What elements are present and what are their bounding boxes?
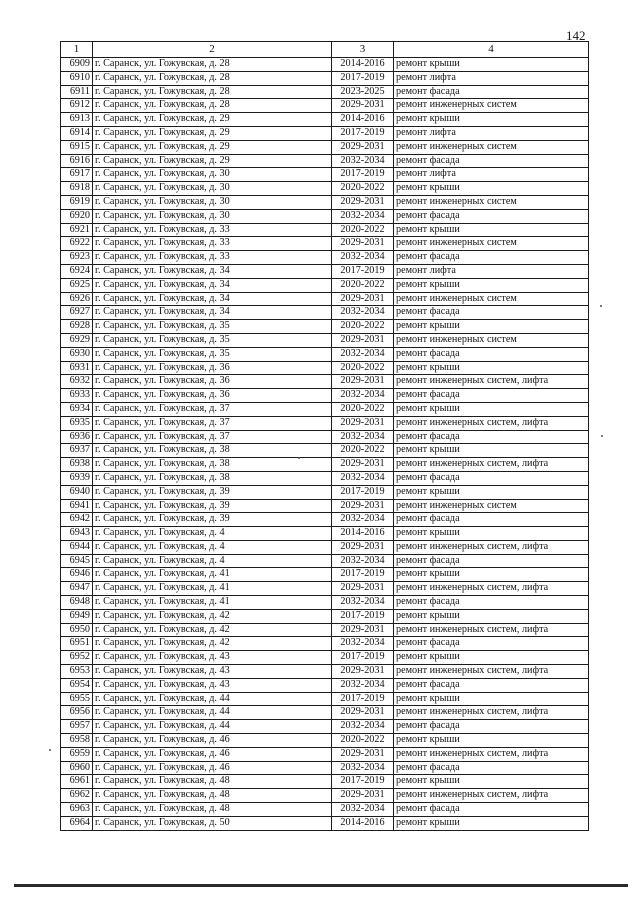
table-row [61,430,589,444]
row-number: 6931 [61,361,93,375]
row-period: 2014-2016 [332,58,394,72]
row-number: 6935 [61,416,93,430]
row-work-type: ремонт фасада [394,678,589,692]
table-row [61,306,589,320]
table-row [61,237,589,251]
header-col-2: 2 [93,42,332,58]
row-work-type: ремонт фасада [394,720,589,734]
table-row [61,402,589,416]
row-number: 6925 [61,278,93,292]
row-number: 6959 [61,747,93,761]
row-period: 2032-2034 [332,761,394,775]
row-number: 6947 [61,582,93,596]
table-row [61,264,589,278]
row-number: 6919 [61,195,93,209]
row-work-type: ремонт лифта [394,71,589,85]
table-row [61,333,589,347]
table-row [61,582,589,596]
row-period: 2032-2034 [332,389,394,403]
row-address: г. Саранск, ул. Гожувская, д. 35 [93,347,332,361]
row-work-type: ремонт фасада [394,761,589,775]
row-number: 6945 [61,554,93,568]
scan-speck [600,305,602,307]
row-period: 2032-2034 [332,637,394,651]
table-row [61,223,589,237]
row-work-type: ремонт крыши [394,692,589,706]
row-address: г. Саранск, ул. Гожувская, д. 34 [93,264,332,278]
row-work-type: ремонт фасада [394,554,589,568]
table-row [61,58,589,72]
row-period: 2032-2034 [332,596,394,610]
row-period: 2029-2031 [332,99,394,113]
row-number: 6948 [61,596,93,610]
scan-edge-rule [14,884,628,887]
row-period: 2032-2034 [332,251,394,265]
row-number: 6926 [61,292,93,306]
table-row [61,761,589,775]
row-period: 2032-2034 [332,347,394,361]
table-row [61,320,589,334]
table-row [61,126,589,140]
row-work-type: ремонт инженерных систем, лифта [394,582,589,596]
row-work-type: ремонт фасада [394,306,589,320]
row-work-type: ремонт крыши [394,651,589,665]
row-period: 2032-2034 [332,209,394,223]
row-number: 6944 [61,540,93,554]
row-number: 6912 [61,99,93,113]
row-period: 2014-2016 [332,816,394,830]
row-number: 6914 [61,126,93,140]
row-address: г. Саранск, ул. Гожувская, д. 48 [93,775,332,789]
table-row [61,527,589,541]
row-work-type: ремонт фасада [394,389,589,403]
row-period: 2014-2016 [332,113,394,127]
row-number: 6920 [61,209,93,223]
row-address: г. Саранск, ул. Гожувская, д. 43 [93,651,332,665]
row-number: 6938 [61,458,93,472]
table-row [61,706,589,720]
row-work-type: ремонт крыши [394,113,589,127]
row-work-type: ремонт фасада [394,251,589,265]
row-address: г. Саранск, ул. Гожувская, д. 43 [93,665,332,679]
row-period: 2029-2031 [332,195,394,209]
row-address: г. Саранск, ул. Гожувская, д. 42 [93,609,332,623]
register-table [60,41,589,831]
row-number: 6954 [61,678,93,692]
table-row [61,209,589,223]
table-row [61,140,589,154]
table-row [61,692,589,706]
table-row [61,292,589,306]
row-work-type: ремонт инженерных систем [394,333,589,347]
row-address: г. Саранск, ул. Гожувская, д. 37 [93,416,332,430]
row-work-type: ремонт инженерных систем, лифта [394,706,589,720]
row-number: 6957 [61,720,93,734]
header-col-4: 4 [394,42,589,58]
row-number: 6964 [61,816,93,830]
page-number: 142 [566,28,586,43]
row-address: г. Саранск, ул. Гожувская, д. 28 [93,58,332,72]
table-row [61,182,589,196]
row-number: 6929 [61,333,93,347]
row-number: 6923 [61,251,93,265]
row-address: г. Саранск, ул. Гожувская, д. 29 [93,113,332,127]
row-address: г. Саранск, ул. Гожувская, д. 39 [93,485,332,499]
table-row [61,789,589,803]
row-address: г. Саранск, ул. Гожувская, д. 37 [93,430,332,444]
row-address: г. Саранск, ул. Гожувская, д. 29 [93,126,332,140]
row-work-type: ремонт фасада [394,209,589,223]
row-work-type: ремонт инженерных систем [394,99,589,113]
row-period: 2020-2022 [332,361,394,375]
row-address: г. Саранск, ул. Гожувская, д. 28 [93,99,332,113]
row-address: г. Саранск, ул. Гожувская, д. 41 [93,568,332,582]
row-address: г. Саранск, ул. Гожувская, д. 42 [93,637,332,651]
row-period: 2029-2031 [332,333,394,347]
table-row [61,665,589,679]
table-row [61,637,589,651]
row-address: г. Саранск, ул. Гожувская, д. 30 [93,182,332,196]
row-period: 2020-2022 [332,444,394,458]
row-number: 6930 [61,347,93,361]
row-number: 6924 [61,264,93,278]
row-work-type: ремонт крыши [394,609,589,623]
row-address: г. Саранск, ул. Гожувская, д. 46 [93,747,332,761]
row-address: г. Саранск, ул. Гожувская, д. 34 [93,278,332,292]
row-address: г. Саранск, ул. Гожувская, д. 48 [93,789,332,803]
table-row [61,154,589,168]
row-period: 2017-2019 [332,651,394,665]
row-address: г. Саранск, ул. Гожувская, д. 50 [93,816,332,830]
row-number: 6913 [61,113,93,127]
row-work-type: ремонт крыши [394,568,589,582]
row-address: г. Саранск, ул. Гожувская, д. 38 [93,444,332,458]
row-work-type: ремонт крыши [394,527,589,541]
row-address: г. Саранск, ул. Гожувская, д. 28 [93,71,332,85]
table-row [61,596,589,610]
row-period: 2020-2022 [332,223,394,237]
row-number: 6922 [61,237,93,251]
row-period: 2029-2031 [332,375,394,389]
row-period: 2029-2031 [332,458,394,472]
row-work-type: ремонт инженерных систем [394,499,589,513]
row-period: 2020-2022 [332,278,394,292]
row-period: 2032-2034 [332,154,394,168]
row-work-type: ремонт фасада [394,154,589,168]
row-number: 6951 [61,637,93,651]
table-row [61,513,589,527]
row-work-type: ремонт крыши [394,320,589,334]
row-work-type: ремонт фасада [394,803,589,817]
row-period: 2032-2034 [332,678,394,692]
row-address: г. Саранск, ул. Гожувская, д. 4 [93,554,332,568]
table-row [61,444,589,458]
row-number: 6909 [61,58,93,72]
table-row [61,734,589,748]
row-work-type: ремонт инженерных систем, лифта [394,789,589,803]
row-number: 6963 [61,803,93,817]
row-number: 6952 [61,651,93,665]
table-row [61,540,589,554]
row-address: г. Саранск, ул. Гожувская, д. 36 [93,389,332,403]
table-row [61,775,589,789]
row-period: 2032-2034 [332,513,394,527]
row-work-type: ремонт инженерных систем, лифта [394,375,589,389]
row-work-type: ремонт крыши [394,444,589,458]
row-address: г. Саранск, ул. Гожувская, д. 35 [93,333,332,347]
table-row [61,389,589,403]
row-number: 6949 [61,609,93,623]
table-row [61,71,589,85]
row-work-type: ремонт инженерных систем, лифта [394,540,589,554]
row-period: 2032-2034 [332,471,394,485]
table-row [61,651,589,665]
row-period: 2029-2031 [332,292,394,306]
table-row [61,471,589,485]
row-work-type: ремонт фасада [394,596,589,610]
row-number: 6927 [61,306,93,320]
row-address: г. Саранск, ул. Гожувская, д. 36 [93,375,332,389]
row-address: г. Саранск, ул. Гожувская, д. 4 [93,540,332,554]
row-work-type: ремонт инженерных систем, лифта [394,458,589,472]
table-row [61,458,589,472]
row-work-type: ремонт крыши [394,58,589,72]
row-work-type: ремонт фасада [394,430,589,444]
row-address: г. Саранск, ул. Гожувская, д. 44 [93,706,332,720]
table-body [61,58,589,831]
row-period: 2029-2031 [332,140,394,154]
row-number: 6960 [61,761,93,775]
row-period: 2032-2034 [332,803,394,817]
row-number: 6946 [61,568,93,582]
row-work-type: ремонт крыши [394,361,589,375]
row-number: 6961 [61,775,93,789]
row-address: г. Саранск, ул. Гожувская, д. 29 [93,154,332,168]
row-work-type: ремонт крыши [394,816,589,830]
row-period: 2029-2031 [332,416,394,430]
table-header [61,42,589,58]
row-number: 6955 [61,692,93,706]
row-address: г. Саранск, ул. Гожувская, д. 30 [93,168,332,182]
row-period: 2020-2022 [332,182,394,196]
row-address: г. Саранск, ул. Гожувская, д. 33 [93,251,332,265]
row-period: 2029-2031 [332,706,394,720]
row-period: 2017-2019 [332,609,394,623]
row-number: 6936 [61,430,93,444]
row-period: 2029-2031 [332,665,394,679]
row-period: 2032-2034 [332,720,394,734]
table-row [61,485,589,499]
row-period: 2020-2022 [332,734,394,748]
table-row [61,251,589,265]
row-number: 6933 [61,389,93,403]
row-work-type: ремонт инженерных систем, лифта [394,665,589,679]
row-address: г. Саранск, ул. Гожувская, д. 42 [93,623,332,637]
row-address: г. Саранск, ул. Гожувская, д. 29 [93,140,332,154]
row-number: 6918 [61,182,93,196]
row-period: 2029-2031 [332,499,394,513]
table-row [61,720,589,734]
table-row [61,375,589,389]
row-number: 6937 [61,444,93,458]
row-number: 6956 [61,706,93,720]
table-row [61,361,589,375]
row-period: 2029-2031 [332,582,394,596]
table-row [61,99,589,113]
header-row [61,42,589,58]
row-number: 6928 [61,320,93,334]
row-address: г. Саранск, ул. Гожувская, д. 38 [93,471,332,485]
row-work-type: ремонт крыши [394,402,589,416]
row-period: 2017-2019 [332,692,394,706]
table-row [61,747,589,761]
row-work-type: ремонт крыши [394,485,589,499]
row-number: 6932 [61,375,93,389]
table-row [61,803,589,817]
table-row [61,195,589,209]
row-address: г. Саранск, ул. Гожувская, д. 46 [93,734,332,748]
row-work-type: ремонт фасада [394,637,589,651]
row-address: г. Саранск, ул. Гожувская, д. 4 [93,527,332,541]
row-address: г. Саранск, ул. Гожувская, д. 41 [93,582,332,596]
table-row [61,416,589,430]
row-work-type: ремонт инженерных систем, лифта [394,623,589,637]
table-row [61,278,589,292]
table-row [61,85,589,99]
row-period: 2017-2019 [332,71,394,85]
row-number: 6916 [61,154,93,168]
row-period: 2023-2025 [332,85,394,99]
row-number: 6958 [61,734,93,748]
row-period: 2017-2019 [332,168,394,182]
row-work-type: ремонт фасада [394,471,589,485]
row-number: 6939 [61,471,93,485]
row-address: г. Саранск, ул. Гожувская, д. 28 [93,85,332,99]
row-work-type: ремонт лифта [394,168,589,182]
row-number: 6921 [61,223,93,237]
row-work-type: ремонт крыши [394,734,589,748]
row-address: г. Саранск, ул. Гожувская, д. 38 [93,458,332,472]
scan-speck [298,457,300,459]
row-number: 6942 [61,513,93,527]
row-period: 2017-2019 [332,126,394,140]
row-address: г. Саранск, ул. Гожувская, д. 34 [93,306,332,320]
row-address: г. Саранск, ул. Гожувская, д. 44 [93,692,332,706]
row-address: г. Саранск, ул. Гожувская, д. 30 [93,209,332,223]
row-work-type: ремонт лифта [394,264,589,278]
row-period: 2017-2019 [332,568,394,582]
row-number: 6915 [61,140,93,154]
row-number: 6911 [61,85,93,99]
table-row [61,168,589,182]
row-work-type: ремонт инженерных систем [394,195,589,209]
row-address: г. Саранск, ул. Гожувская, д. 39 [93,499,332,513]
table-row [61,623,589,637]
row-number: 6953 [61,665,93,679]
row-work-type: ремонт крыши [394,182,589,196]
row-address: г. Саранск, ул. Гожувская, д. 48 [93,803,332,817]
row-period: 2029-2031 [332,540,394,554]
row-number: 6940 [61,485,93,499]
row-period: 2032-2034 [332,306,394,320]
table-row [61,113,589,127]
row-work-type: ремонт фасада [394,513,589,527]
row-work-type: ремонт инженерных систем, лифта [394,747,589,761]
row-address: г. Саранск, ул. Гожувская, д. 37 [93,402,332,416]
header-col-3: 3 [332,42,394,58]
row-period: 2029-2031 [332,747,394,761]
row-number: 6962 [61,789,93,803]
table-row [61,678,589,692]
row-period: 2032-2034 [332,430,394,444]
table-row [61,816,589,830]
row-period: 2017-2019 [332,485,394,499]
row-number: 6941 [61,499,93,513]
row-work-type: ремонт инженерных систем [394,237,589,251]
row-work-type: ремонт фасада [394,347,589,361]
header-col-1: 1 [61,42,93,58]
row-address: г. Саранск, ул. Гожувская, д. 36 [93,361,332,375]
row-number: 6917 [61,168,93,182]
row-work-type: ремонт инженерных систем, лифта [394,416,589,430]
table-row [61,347,589,361]
row-period: 2020-2022 [332,402,394,416]
row-number: 6943 [61,527,93,541]
scan-speck [601,435,603,437]
row-period: 2014-2016 [332,527,394,541]
table-row [61,609,589,623]
row-address: г. Саранск, ул. Гожувская, д. 43 [93,678,332,692]
table-row [61,568,589,582]
row-address: г. Саранск, ул. Гожувская, д. 35 [93,320,332,334]
row-address: г. Саранск, ул. Гожувская, д. 46 [93,761,332,775]
row-period: 2020-2022 [332,320,394,334]
table-row [61,554,589,568]
row-work-type: ремонт инженерных систем [394,292,589,306]
row-address: г. Саранск, ул. Гожувская, д. 30 [93,195,332,209]
row-period: 2029-2031 [332,789,394,803]
row-period: 2017-2019 [332,775,394,789]
row-period: 2032-2034 [332,554,394,568]
row-work-type: ремонт инженерных систем [394,140,589,154]
table-row [61,499,589,513]
row-number: 6950 [61,623,93,637]
row-work-type: ремонт крыши [394,775,589,789]
scan-speck [49,749,51,751]
row-work-type: ремонт лифта [394,126,589,140]
row-address: г. Саранск, ул. Гожувская, д. 33 [93,223,332,237]
row-work-type: ремонт крыши [394,278,589,292]
row-number: 6934 [61,402,93,416]
row-address: г. Саранск, ул. Гожувская, д. 41 [93,596,332,610]
row-period: 2029-2031 [332,237,394,251]
row-address: г. Саранск, ул. Гожувская, д. 39 [93,513,332,527]
row-period: 2029-2031 [332,623,394,637]
row-address: г. Саранск, ул. Гожувская, д. 44 [93,720,332,734]
row-work-type: ремонт крыши [394,223,589,237]
row-address: г. Саранск, ул. Гожувская, д. 33 [93,237,332,251]
row-period: 2017-2019 [332,264,394,278]
row-number: 6910 [61,71,93,85]
row-address: г. Саранск, ул. Гожувская, д. 34 [93,292,332,306]
row-work-type: ремонт фасада [394,85,589,99]
